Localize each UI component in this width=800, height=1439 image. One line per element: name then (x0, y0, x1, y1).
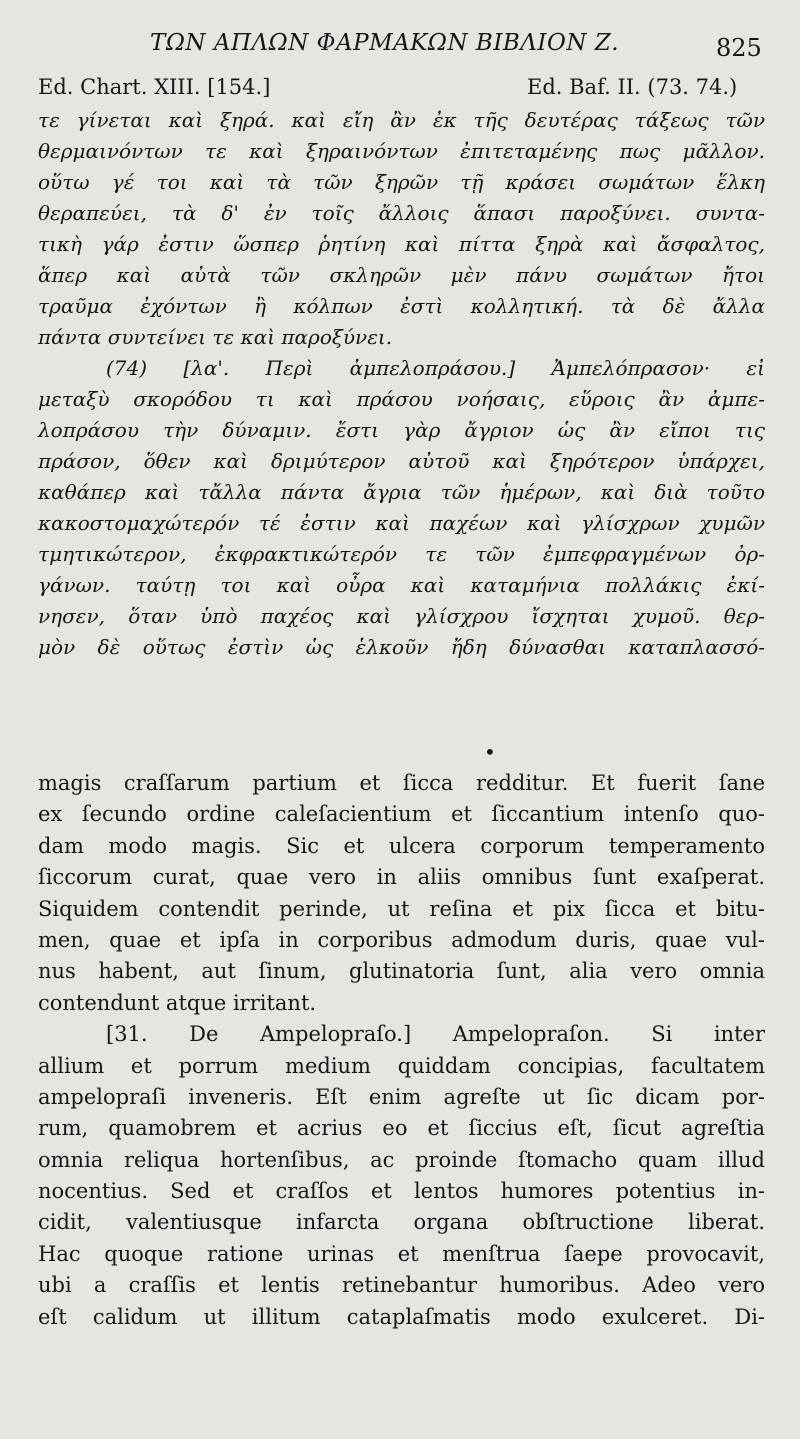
text-line: καθάπερ καὶ τἄλλα πάντα ἄγρια τῶν ἡμέρων, καὶ διὰ τοῦτο (38, 480, 765, 504)
text-line: eſt calidum ut illitum cataplaſmatis modo exulceret. Di- (38, 1304, 765, 1329)
text-line: οὕτω γέ τοι καὶ τὰ τῶν ξηρῶν τῇ κράσει σωμάτων ἕλκη (38, 170, 765, 194)
text-line: allium et porrum medium quiddam concipias, facultatem (38, 1053, 765, 1078)
edition-reference-left: Ed. Chart. XIII. [154.] (38, 75, 271, 99)
edition-reference-right: Ed. Baf. II. (73. 74.) (527, 75, 738, 99)
text-line: ſiccorum curat, quae vero in aliis omnibus ſunt exaſperat. (38, 865, 765, 890)
section-divider-dot: • (484, 740, 496, 764)
text-line: contendunt atque irritant. (38, 990, 317, 1015)
text-line: θερμαινόντων τε καὶ ξηραινόντων ἐπιτεταμένης πως μᾶλλον. (38, 139, 765, 163)
text-line: cidit, valentiusque infarcta organa obſtructione liberat. (38, 1210, 765, 1235)
text-line: τμητικώτερον, ἐκφρακτικώτερόν τε τῶν ἐμπεφραγμένων ὀρ- (38, 542, 765, 566)
text-line: πάντα συντείνει τε καὶ παροξύνει. (38, 325, 393, 349)
text-line: dam modo magis. Sic et ulcera corporum temperamento (38, 833, 765, 858)
text-line: γάνων. ταύτῃ τοι καὶ οὖρα καὶ καταμήνια πολλάκις ἐκί- (38, 573, 765, 597)
text-line: κακοστομαχώτερόν τέ ἐστιν καὶ παχέων καὶ γλίσχρων χυμῶν (38, 511, 765, 535)
text-line: Siquidem contendit perinde, ut reſina et pix ſicca et bitu- (38, 896, 765, 921)
text-line: Hac quoque ratione urinas et menſtrua ſaepe provocavit, (38, 1241, 765, 1266)
text-line: rum, quamobrem et acrius eo et ſiccius eſt, ſicut agreſtia (38, 1116, 765, 1141)
greek-text-block (38, 105, 765, 663)
latin-text-block (38, 768, 765, 1333)
text-line: omnia reliqua hortenſibus, ac proinde ſtomacho quam illud (38, 1147, 765, 1172)
running-title: ΤΩΝ ΑΠΛΩΝ ΦΑΡΜΑΚΩΝ ΒΙΒΛΙΟΝ Ζ. (150, 30, 620, 56)
text-line: τικὴ γάρ ἐστιν ὥσπερ ῥητίνη καὶ πίττα ξηρὰ καὶ ἄσφαλτος, (38, 232, 765, 256)
text-line: nus habent, aut ſinum, glutinatoria ſunt, alia vero omnia (38, 959, 765, 984)
text-line: τραῦμα ἐχόντων ἢ κόλπων ἐστὶ κολλητική. τὰ δὲ ἄλλα (38, 294, 765, 318)
text-line: πράσον, ὅθεν καὶ δριμύτερον αὐτοῦ καὶ ξηρότερον ὑπάρχει, (38, 449, 765, 473)
text-line: magis craſſarum partium et ſicca redditur. Et fuerit ſane (38, 771, 765, 795)
text-line: ubi a craſſis et lentis retinebantur humoribus. Adeo vero (38, 1273, 765, 1298)
text-line: τε γίνεται καὶ ξηρά. καὶ εἴη ἂν ἐκ τῆς δευτέρας τάξεως τῶν (38, 108, 765, 132)
text-line: λοπράσου τὴν δύναμιν. ἔστι γὰρ ἄγριον ὡς ἂν εἴποι τις (38, 418, 765, 442)
text-line: νησεν, ὅταν ὑπὸ παχέος καὶ γλίσχρου ἴσχηται χυμοῦ. θερ- (38, 604, 765, 628)
text-line: μεταξὺ σκορόδου τι καὶ πράσου νοήσαις, εὕροις ἂν ἀμπε- (38, 387, 765, 411)
text-line: men, quae et ipſa in corporibus admodum duris, quae vul- (38, 927, 765, 952)
text-line: ex ſecundo ordine caleſacientium et ſiccantium intenſo quo- (38, 802, 765, 827)
text-line: [31. De Ampelopraſo.] Ampelopraſon. Si inter (106, 1022, 765, 1047)
page-number: 825 (716, 34, 762, 62)
text-line: μὸν δὲ οὕτως ἐστὶν ὡς ἑλκοῦν ἤδη δύνασθαι καταπλασσό- (38, 635, 765, 659)
text-line: ampelopraſi inveneris. Eſt enim agreſte ut ſic dicam por- (38, 1084, 765, 1109)
text-line: nocentius. Sed et craſſos et lentos humores potentius in- (38, 1179, 765, 1204)
text-line: ἅπερ καὶ αὐτὰ τῶν σκληρῶν μὲν πάνυ σωμάτων ἤτοι (38, 263, 765, 287)
text-line: (74) [λα'. Περὶ ἀμπελοπράσου.] Ἀμπελόπρασον· εἰ (106, 356, 765, 380)
text-line: θεραπεύει, τὰ δ' ἐν τοῖς ἄλλοις ἅπασι παροξύνει. συντα- (38, 201, 765, 225)
